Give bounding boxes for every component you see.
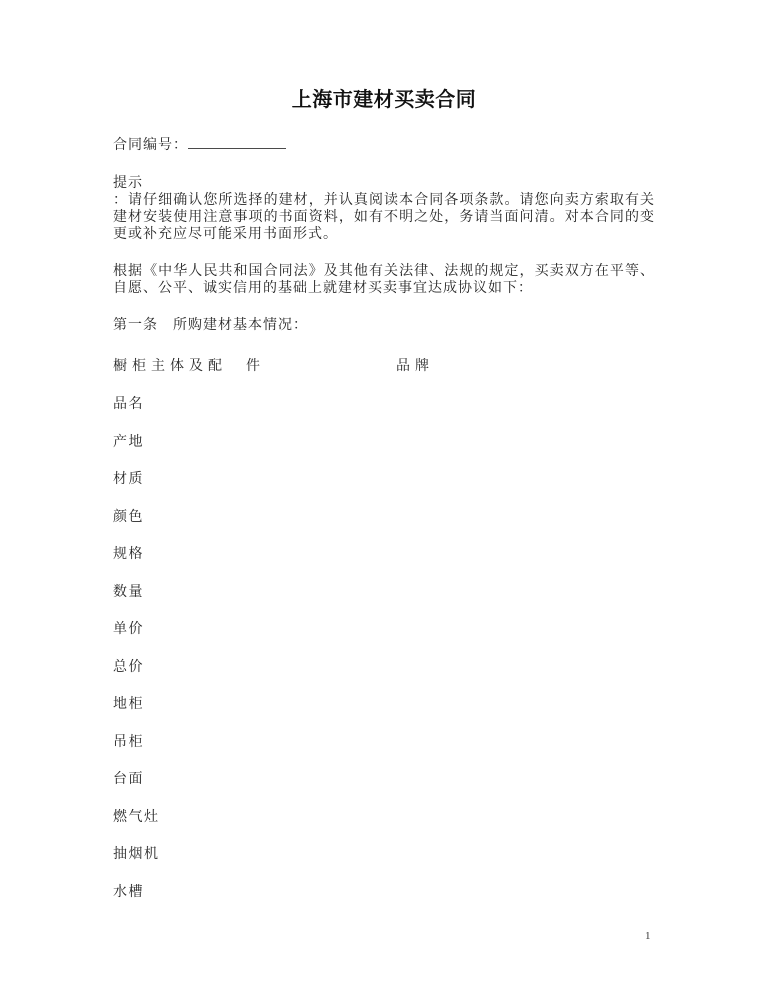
notice-paragraph bbox=[113, 175, 655, 243]
item-label: 数量 bbox=[113, 584, 144, 600]
items-header-brand: 品牌 bbox=[396, 359, 434, 374]
item-label: 单价 bbox=[113, 622, 144, 637]
notice-body: ：请仔细确认您所选择的建材，并认真阅读本合同各项条款。请您向卖方索取有关建材安装使用注意事项的书面资料，如有不明之处，务请当面问清。对本合同的变更或补充应尽可能采用书面形式。 bbox=[113, 193, 655, 242]
items-header-left: 橱柜主体及配 件 bbox=[113, 359, 265, 374]
item-label: 吊柜 bbox=[113, 734, 144, 750]
item-label: 地柜 bbox=[113, 697, 144, 712]
item-label: 燃气灶 bbox=[113, 809, 160, 825]
contract-number-line bbox=[113, 136, 655, 154]
item-label: 品名 bbox=[113, 397, 144, 412]
contract-number-blank bbox=[188, 136, 286, 149]
item-label: 产地 bbox=[113, 434, 144, 450]
preamble-paragraph: 根据《中华人民共和国合同法》及其他有关法律、法规的规定，买卖双方在平等、自愿、公平、诚实信用的基础上就建材买卖事宜达成协议如下： bbox=[113, 264, 655, 296]
notice-label: 提示 bbox=[113, 176, 143, 191]
item-label: 抽烟机 bbox=[113, 847, 160, 862]
item-label: 总价 bbox=[113, 659, 144, 675]
item-label: 水槽 bbox=[113, 884, 144, 900]
item-label: 颜色 bbox=[113, 509, 144, 525]
item-label: 材质 bbox=[113, 472, 144, 487]
item-label: 台面 bbox=[113, 772, 144, 787]
item-label-list bbox=[113, 396, 655, 901]
item-label: 规格 bbox=[113, 547, 144, 562]
items-header-row bbox=[113, 358, 655, 375]
page-number: 1 bbox=[645, 930, 651, 942]
contract-number-label: 合同编号： bbox=[113, 138, 188, 153]
article1-heading: 第一条 所购建材基本情况： bbox=[113, 318, 308, 333]
page-title: 上海市建材买卖合同 bbox=[291, 89, 477, 111]
